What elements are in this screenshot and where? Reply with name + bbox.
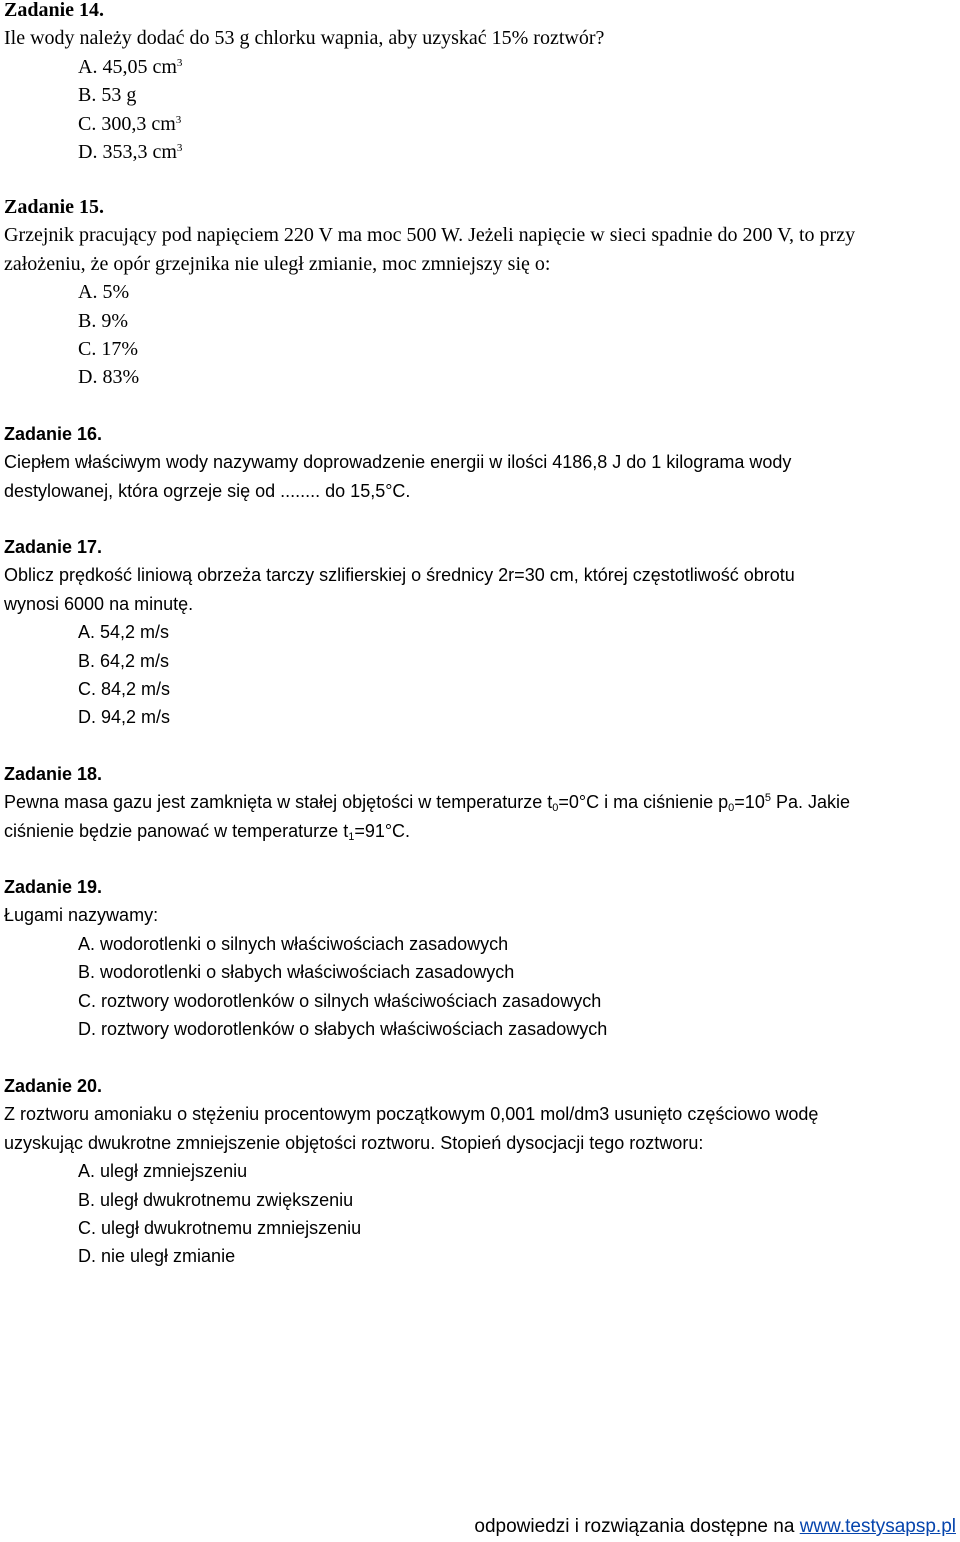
task-17 bbox=[4, 533, 954, 732]
task-19-option-b: B. wodorotlenki o słabych właściwościach zasadowych bbox=[78, 962, 515, 983]
task-20-title: Zadanie 20. bbox=[4, 1076, 103, 1096]
task-20-line-1: Z roztworu amoniaku o stężeniu procentowym początkowym 0,001 mol/dm3 usunięto częściowo wodę bbox=[4, 1104, 819, 1125]
task-20-option-a: A. uległ zmniejszeniu bbox=[78, 1161, 248, 1182]
task-19-title: Zadanie 19. bbox=[4, 877, 103, 897]
task-14-option-a: A. 45,05 $cm^3$ bbox=[78, 55, 183, 78]
task-16 bbox=[4, 420, 954, 505]
task-15-option-d: D. 83% bbox=[78, 366, 140, 389]
task-18-line-2: ciśnienie będzie panować w temperaturze $t_1=91^\circ C$. bbox=[4, 820, 411, 843]
task-15 bbox=[4, 193, 954, 392]
task-16-line-2: destylowanej, która ogrzeje się od ........ do 15,5°C. bbox=[4, 480, 411, 501]
footer-text: odpowiedzi i rozwiązania dostępne na bbox=[474, 1516, 800, 1537]
task-18-line-1: Pewna masa gazu jest zamknięta w stałej objętości w temperaturze $t_0=0^\circ C$ i ma ciśnienie $p_0=10^5$ Pa. Jakie bbox=[4, 792, 851, 815]
task-16-line-1: Ciepłem właściwym wody nazywamy doprowadzenie energii w ilości 4186,8 J do 1 kilograma wody bbox=[4, 452, 792, 473]
task-14-title: Zadanie 14. bbox=[4, 0, 105, 21]
task-20-option-b: B. uległ dwukrotnemu zwiększeniu bbox=[78, 1189, 354, 1210]
task-14-option-c: C. 300,3 $cm^3$ bbox=[78, 112, 182, 135]
task-20 bbox=[4, 1072, 954, 1271]
task-17-option-d: D. 94,2 m/s bbox=[78, 707, 171, 728]
task-15-line-2: założeniu, że opór grzejnika nie uległ zmianie, moc zmniejszy się o: bbox=[4, 252, 551, 275]
task-18-title: Zadanie 18. bbox=[4, 764, 103, 784]
task-14-option-b: B. 53 g bbox=[78, 84, 137, 107]
task-14 bbox=[4, 0, 954, 166]
task-20-line-2: uzyskując dwukrotne zmniejszenie objętości roztworu. Stopień dysocjacji tego roztworu: bbox=[4, 1132, 704, 1153]
task-19-question: Ługami nazywamy: bbox=[4, 905, 159, 926]
task-20-option-d: D. nie uległ zmianie bbox=[78, 1246, 236, 1267]
task-15-option-b: B. 9% bbox=[78, 309, 128, 332]
task-15-option-c: C. 17% bbox=[78, 337, 138, 360]
task-17-title: Zadanie 17. bbox=[4, 537, 103, 557]
task-19-option-a: A. wodorotlenki o silnych właściwościach zasadowych bbox=[78, 933, 509, 954]
task-20-option-c: C. uległ dwukrotnemu zmniejszeniu bbox=[78, 1217, 362, 1238]
task-17-option-c: C. 84,2 m/s bbox=[78, 678, 171, 699]
footer-link[interactable]: www.testysapsp.pl bbox=[799, 1516, 956, 1537]
task-19 bbox=[4, 873, 954, 1043]
task-19-option-c: C. roztwory wodorotlenków o silnych właściwościach zasadowych bbox=[78, 990, 602, 1011]
task-19-option-d: D. roztwory wodorotlenków o słabych właściwościach zasadowych bbox=[78, 1018, 608, 1039]
footer-note bbox=[474, 1512, 956, 1542]
task-18 bbox=[4, 760, 954, 845]
task-17-option-b: B. 64,2 m/s bbox=[78, 650, 170, 671]
task-17-option-a: A. 54,2 m/s bbox=[78, 622, 170, 643]
task-16-title: Zadanie 16. bbox=[4, 424, 103, 444]
task-14-question: Ile wody należy dodać do 53 g chlorku wapnia, aby uzyskać 15% roztwór? bbox=[4, 27, 605, 50]
task-14-option-d: D. 353,3 $cm^3$ bbox=[78, 140, 183, 163]
task-15-title: Zadanie 15. bbox=[4, 196, 105, 218]
task-17-line-1: Oblicz prędkość liniową obrzeża tarczy szlifierskiej o średnicy 2r=30 cm, której częstotliwość obrotu bbox=[4, 565, 795, 586]
task-17-line-2: wynosi 6000 na minutę. bbox=[4, 593, 194, 614]
task-15-line-1: Grzejnik pracujący pod napięciem 220 V ma moc 500 W. Jeżeli napięcie w sieci spadnie do 200 V, to przy bbox=[4, 224, 856, 247]
task-15-option-a: A. 5% bbox=[78, 281, 130, 304]
